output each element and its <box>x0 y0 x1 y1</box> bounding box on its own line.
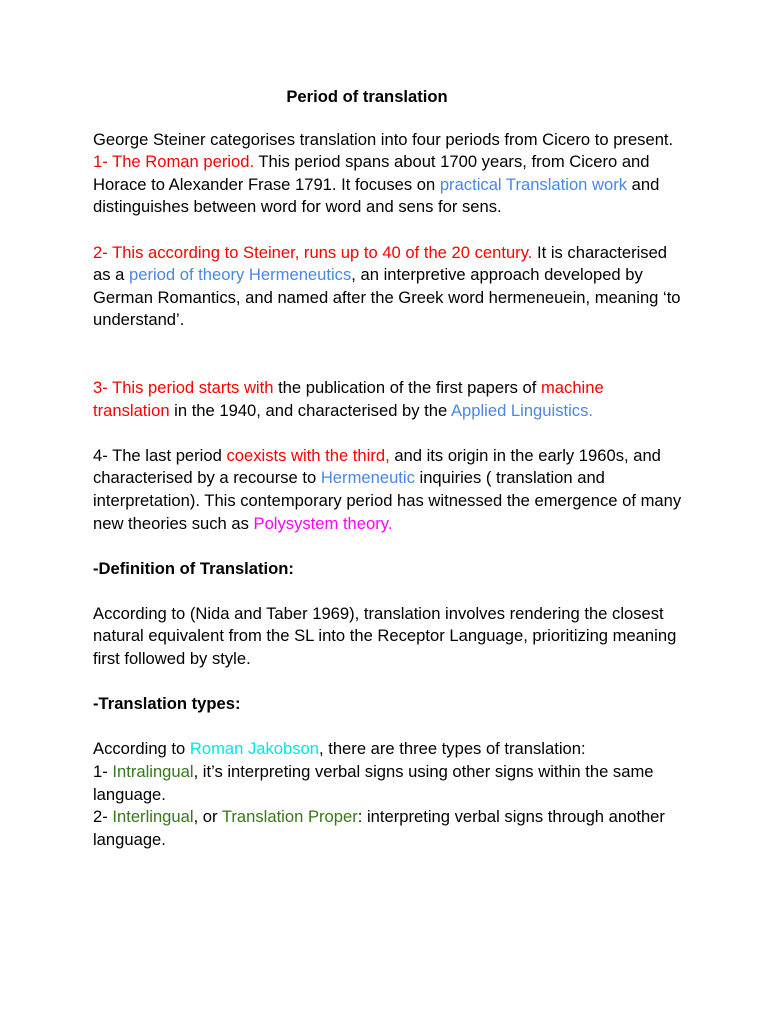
period-3-paragraph <box>93 377 683 422</box>
types-item-2-number: 2- <box>93 807 113 827</box>
document-page <box>93 86 683 851</box>
spacer <box>93 422 683 445</box>
period-3-text-b: in the 1940, and characterised by the <box>169 400 451 420</box>
period-3-highlight-machine: machine translation <box>93 377 604 420</box>
spacer <box>93 716 683 739</box>
period-2-highlight: period of theory Hermeneutics <box>128 265 352 285</box>
period-3-highlight-applied: Applied Linguistics. <box>450 400 593 420</box>
period-2-text-a: It is characterised as a <box>93 242 668 285</box>
spacer <box>93 332 683 377</box>
types-heading: -Translation types: <box>93 694 241 714</box>
spacer <box>93 535 683 558</box>
spacer <box>93 219 683 242</box>
period-2-text-b: , an interpretive approach developed by German Romantics, and named after the Greek word hermeneuein, meaning ‘to understand’. <box>93 265 681 330</box>
period-4-highlight-coexists: coexists with the third, <box>226 445 390 465</box>
page-title: Period of translation <box>286 87 448 106</box>
types-intro-highlight: Roman Jakobson <box>189 739 319 759</box>
period-1-lead: 1- The Roman period. <box>93 152 255 172</box>
period-4-highlight-hermeneutic: Hermeneutic <box>320 468 415 488</box>
period-4-text-0: 4- The last period <box>93 445 227 465</box>
types-item-1-number: 1- <box>93 762 113 782</box>
spacer <box>93 671 683 694</box>
spacer <box>93 580 683 603</box>
period-4-text-a: and its origin in the early 1960s, and characterised by a recourse to <box>93 445 661 488</box>
period-3-lead: 3- This period starts with <box>93 377 274 397</box>
period-1-text-b: and distinguishes between word for word and sens for sens. <box>93 174 660 217</box>
types-intro <box>93 738 683 761</box>
period-4-paragraph <box>93 445 683 535</box>
types-item-2 <box>93 806 683 851</box>
period-1-paragraph <box>93 151 683 219</box>
types-item-1-text: , it’s interpreting verbal signs using other signs within the same language. <box>93 762 654 804</box>
types-item-1 <box>93 761 683 806</box>
period-4-highlight-polysystem: Polysystem theory. <box>253 513 393 533</box>
period-2-lead: 2- This according to Steiner, runs up to 40 of the 20 century. <box>93 242 533 262</box>
types-item-2-highlight-proper: Translation Proper <box>221 807 358 827</box>
types-intro-text-b: , there are three types of translation: <box>319 739 586 759</box>
types-item-2-highlight-interlingual: Interlingual <box>112 807 194 827</box>
period-2-paragraph <box>93 242 683 332</box>
types-item-1-highlight: Intralingual <box>112 762 194 782</box>
definition-heading: -Definition of Translation: <box>93 558 294 578</box>
period-1-text-a: This period spans about 1700 years, from Cicero and Horace to Alexander Frase 1791. It focuses on <box>93 152 650 194</box>
period-3-text-a: the publication of the first papers of <box>273 377 541 397</box>
intro-paragraph: George Steiner categorises translation into four periods from Cicero to present. <box>93 129 674 149</box>
types-intro-text-a: According to <box>93 739 190 759</box>
period-4-text-b: inquiries ( translation and interpretation). This contemporary period has witnessed the emergence of many new theories such as <box>93 468 682 533</box>
definition-paragraph: According to (Nida and Taber 1969), translation involves rendering the closest natural equivalent from the SL into the Receptor Language, prioritizing meaning first followed by style. <box>93 603 677 669</box>
period-1-highlight: practical Translation work <box>439 174 628 194</box>
types-item-2-text-a: , or <box>193 807 222 827</box>
types-item-2-text: : interpreting verbal signs through another language. <box>93 807 665 849</box>
